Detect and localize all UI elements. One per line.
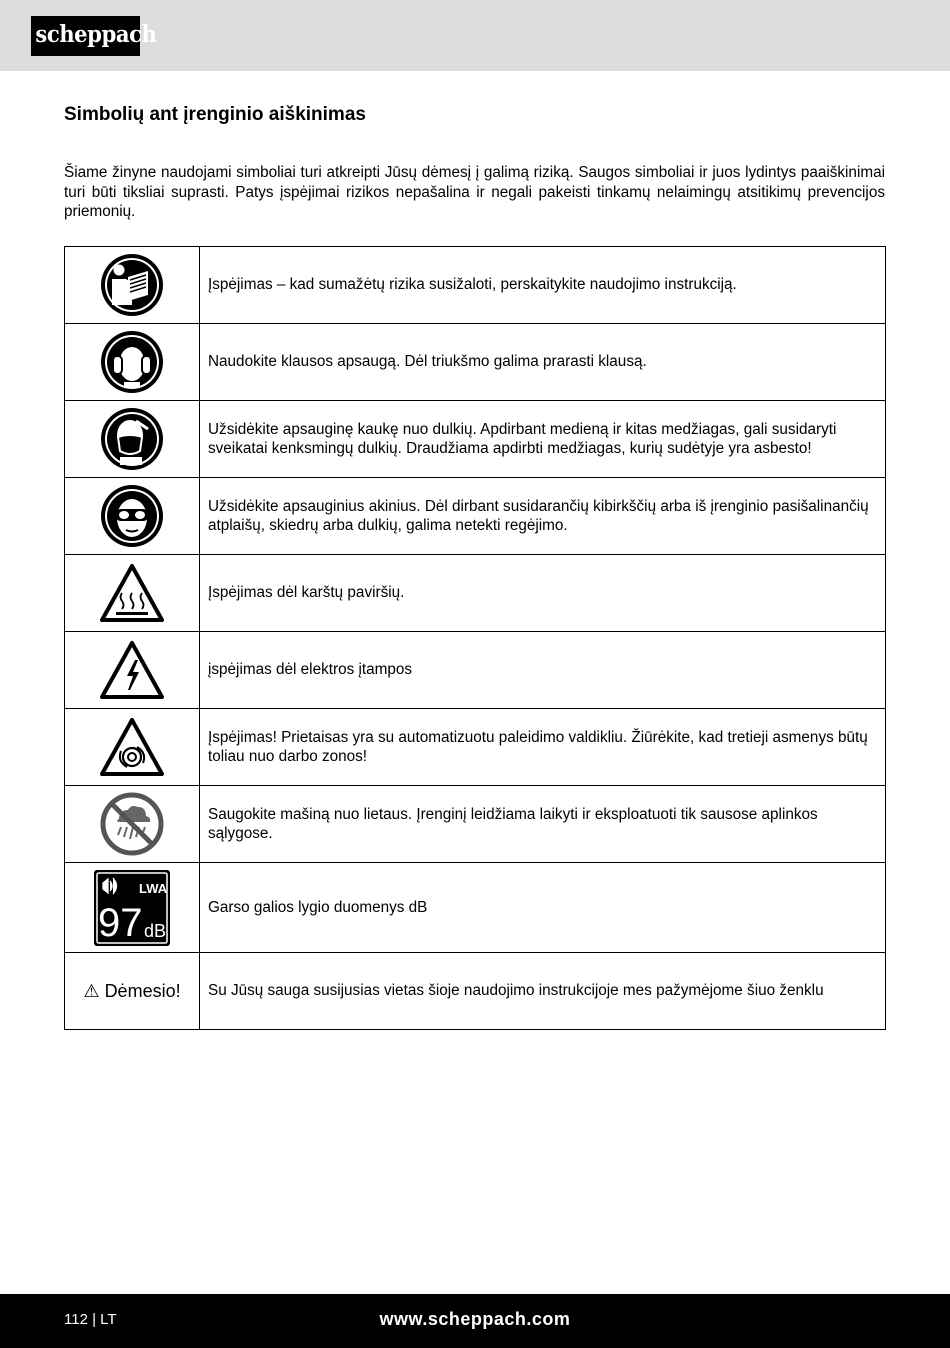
icon-cell — [65, 709, 200, 786]
table-row — [65, 953, 886, 1030]
symbol-description: Naudokite klausos apsaugą. Dėl triukšmo galima prarasti klausą. — [200, 324, 886, 401]
automatic-start-icon — [99, 717, 165, 777]
sound-power-icon — [93, 869, 171, 947]
attention-label: ⚠ Dėmesio! — [83, 980, 181, 1001]
dust-mask-icon — [100, 407, 164, 471]
table-row — [65, 401, 886, 478]
symbol-description: Garso galios lygio duomenys dB — [200, 863, 886, 953]
symbol-description: Saugokite mašiną nuo lietaus. Įrenginį leidžiama laikyti ir eksploatuoti tik sausose aplinkos sąlygose. — [200, 786, 886, 863]
sound-power-value: 97 — [98, 900, 143, 945]
icon-cell — [65, 863, 200, 953]
icon-cell — [65, 953, 200, 1030]
table-row — [65, 247, 886, 324]
header-bar — [0, 0, 950, 71]
sound-power-unit: dB — [144, 920, 167, 941]
intro-paragraph: Šiame žinyne naudojami simboliai turi atkreipti Jūsų dėmesį į galimą riziką. Saugos simboliai ir juos lydintys paaiškinimai turi būti tiksliai suprasti. Patys įspėjimai rizikos nepašalina ir negali pakeisti tinkamų nelaimingų atsitikimų prevencijos priemonių. — [64, 164, 885, 220]
hot-surface-icon — [99, 563, 165, 623]
symbol-description: Užsidėkite apsauginę kaukę nuo dulkių. Apdirbant medieną ir kitas medžiagas, gali susidaryti sveikatai kenksmingų dulkių. Draudžiama apdirbti medžiagas, kurių sudėtyje yra asbesto! — [200, 401, 886, 478]
symbol-description: Su Jūsų sauga susijusias vietas šioje naudojimo instrukcijoje mes pažymėjome šiuo ženklu — [200, 953, 886, 1030]
scheppach-logo: scheppach — [31, 16, 140, 56]
electric-voltage-icon — [99, 640, 165, 700]
ear-protection-icon — [100, 330, 164, 394]
warning-triangle-icon: ⚠ — [83, 980, 100, 1001]
symbol-description: Įspėjimas! Prietaisas yra su automatizuotu paleidimo valdikliu. Žiūrėkite, kad tretieji asmenys būtų toliau nuo darbo zonos! — [200, 709, 886, 786]
symbol-description: įspėjimas dėl elektros įtampos — [200, 632, 886, 709]
symbol-description: Įspėjimas dėl karštų paviršių. — [200, 555, 886, 632]
page-number: 112 | LT — [64, 1311, 117, 1328]
table-row — [65, 478, 886, 555]
symbol-description: Įspėjimas – kad sumažėtų rizika susižaloti, perskaitykite naudojimo instrukciją. — [200, 247, 886, 324]
sound-power-label: LWA — [139, 880, 168, 896]
symbol-description: Užsidėkite apsauginius akinius. Dėl dirbant susidarančių kibirkščių arba iš įrenginio pasišalinančių atplaišų, skiedrų arba dulkių, galima netekti regėjimo. — [200, 478, 886, 555]
no-rain-icon — [99, 791, 165, 857]
footer-bar — [0, 1294, 950, 1348]
page-title: Simbolių ant įrenginio aiškinimas — [64, 104, 366, 125]
icon-cell — [65, 401, 200, 478]
table-row — [65, 632, 886, 709]
icon-cell — [65, 247, 200, 324]
table-row — [65, 786, 886, 863]
icon-cell — [65, 786, 200, 863]
symbols-table — [64, 246, 886, 1030]
website-url[interactable]: www.scheppach.com — [379, 1309, 571, 1329]
safety-goggles-icon — [100, 484, 164, 548]
icon-cell — [65, 555, 200, 632]
table-row — [65, 324, 886, 401]
icon-cell — [65, 324, 200, 401]
icon-cell — [65, 478, 200, 555]
table-row — [65, 709, 886, 786]
table-row — [65, 555, 886, 632]
table-row — [65, 863, 886, 953]
icon-cell — [65, 632, 200, 709]
read-manual-icon — [100, 253, 164, 317]
